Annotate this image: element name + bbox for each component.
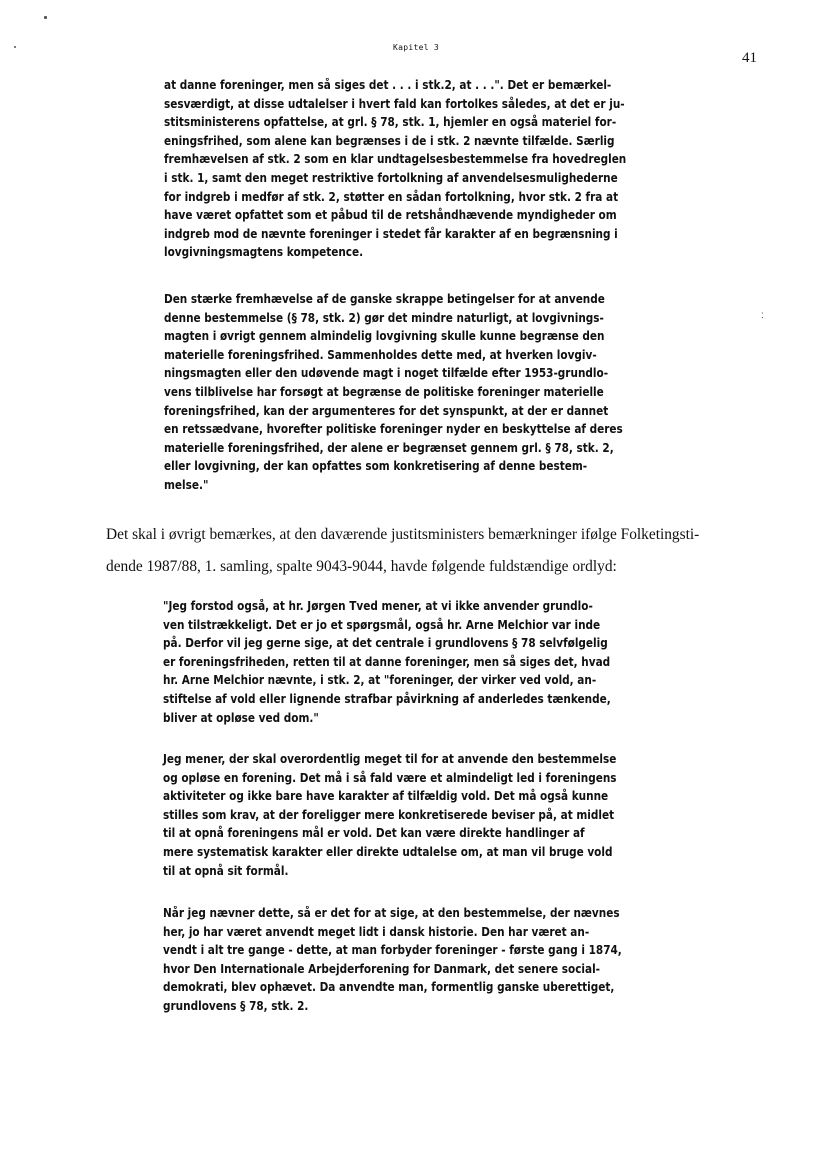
body-paragraph: Det skal i øvrigt bemærkes, at den daværende justitsministers bemærkninger ifølge Folketingsti- dende 1987/88, 1. samling, spalte 9043-9044, havde følgende fuldstændige ordlyd: [106, 526, 700, 575]
chapter-header: Kapitel 3 [393, 43, 440, 52]
scan-speck [44, 16, 47, 19]
minister-quote-paragraph-1: "Jeg forstod også, at hr. Jørgen Tved mener, at vi ikke anvender grundlo- ven tilstrækkeligt. Det er jo et spørgsmål, også hr. Arne Melchior var inde på. Derfor vil jeg gerne sige, at det centrale i grundlovens § 78 selvfølgelig er foreningsfriheden, retten til at danne foreninger, men så siges det, hvad hr. Arne Melchior nævnte, i stk. 2, at "foreninger, der virker ved vold, an- stiftelse af vold eller lignende strafbar påvirkning af anderledes tænkende, bliver at opløse ved dom." [163, 599, 611, 725]
scan-speck [14, 46, 16, 48]
minister-quote-paragraph-3: Når jeg nævner dette, så er det for at sige, at den bestemmelse, der nævnes her, jo har været anvendt meget lidt i dansk historie. Den har været an- vendt i alt tre gange - dette, at man forbyder foreninger - første gang i 1874, hvor Den Internationale Arbejderforening for Danmark, det senere social- demokrati, blev ophævet. Da anvendte man, formentlig ganske uberettiget, grundlovens § 78, stk. 2. [163, 906, 622, 1013]
quote-paragraph-1: at danne foreninger, men så siges det . . . i stk.2, at . . .". Det er bemærkel- sesværdigt, at disse udtalelser i hvert fald kan fortolkes således, at det er ju- stitsministerens opfattelse, at grl. § 78, stk. 1, hjemler en også materiel for- eningsfrihed, som alene kan begrænses i de i stk. 2 nævnte tilfælde. Særlig fremhævelsen af stk. 2 som en klar undtagelsesbestemmelse fra hovedreglen i stk. 1, samt den meget restriktive fortolkning af anvendelsesmulighederne for indgreb i medfør af stk. 2, støtter en sådan fortolkning, hvor stk. 2 fra at have været opfattet som et påbud til de retshåndhævende myndigheder om indgreb mod de nævnte foreninger i stedet får karakter af en begrænsning i lovgivningsmagtens kompetence. [164, 78, 627, 260]
page-number: 41 [742, 50, 757, 66]
minister-quote-paragraph-2: Jeg mener, der skal overordentlig meget til for at anvende den bestemmelse og opløse en forening. Det må i så fald være et almindeligt led i foreningens aktiviteter og ikke bare have karakter af tilfældig vold. Det må også kunne stilles som krav, at der foreligger mere konkretiserede beviser på, at midlet til at opnå foreningens mål er vold. Det kan være direkte handlinger af mere systematisk karakter eller direkte udtalelse om, at man vil bruge vold til at opnå sit formål. [163, 752, 617, 878]
margin-mark: : [761, 310, 764, 321]
quote-paragraph-2: Den stærke fremhævelse af de ganske skrappe betingelser for at anvende denne bestemmelse (§ 78, stk. 2) gør det mindre naturligt, at lovgivnings- magten i øvrigt gennem almindelig lovgivning skulle kunne begrænse den materielle foreningsfrihed. Sammenholdes dette med, at hverken lovgiv- ningsmagten eller den udøvende magt i noget tilfælde efter 1953-grundlo- vens tilblivelse har forsøgt at begrænse de politiske foreninger materielle foreningsfrihed, kan der argumenteres for det synspunkt, at der er dannet en retssædvane, hvorefter politiske foreninger nyder en beskyttelse af deres materielle foreningsfrihed, der alene er begrænset gennem grl. § 78, stk. 2, eller lovgivning, der kan opfattes som konkretisering af denne bestem- melse." [164, 292, 623, 492]
